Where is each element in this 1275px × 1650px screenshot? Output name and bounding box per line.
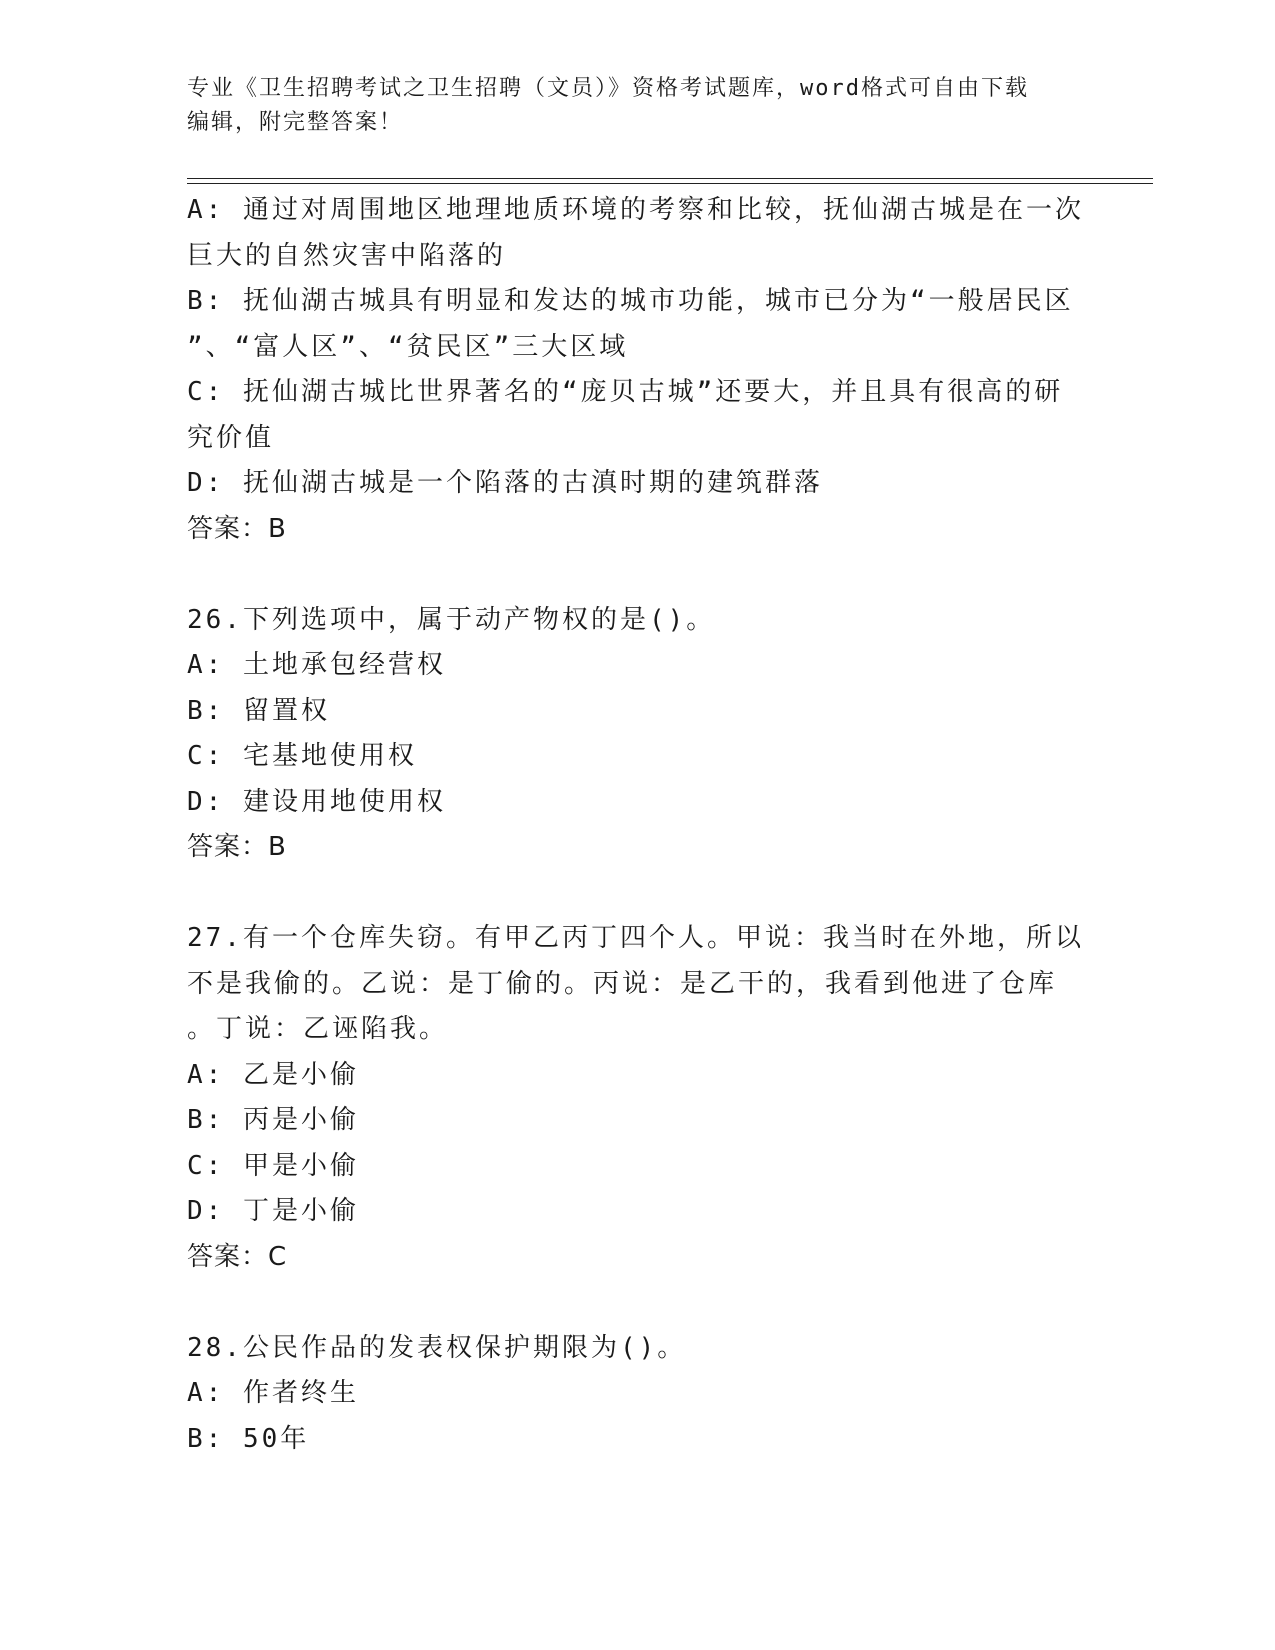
option-c-continued: 究价值	[187, 422, 275, 453]
question-27	[187, 916, 1087, 1280]
answer-line: 答案：B	[187, 832, 287, 862]
question-stem: 26.下列选项中，属于动产物权的是()。	[187, 604, 716, 635]
question-28	[187, 1326, 1087, 1463]
option-c: C: 宅基地使用权	[187, 741, 417, 771]
option-a: A: 作者终生	[187, 1378, 359, 1408]
option-b: B: 50年	[187, 1423, 310, 1454]
option-d: D: 抚仙湖古城是一个陷落的古滇时期的建筑群落	[187, 468, 823, 498]
option-a: A: 乙是小偷	[187, 1059, 359, 1090]
header-divider-bottom	[187, 183, 1153, 184]
document-header	[187, 72, 1067, 140]
question-stem-continued: 。丁说：乙诬陷我。	[187, 1014, 449, 1044]
option-a-continued: 巨大的自然灾害中陷落的	[187, 240, 507, 271]
option-a: A: 通过对周围地区地理地质环境的考察和比较，抚仙湖古城是在一次	[187, 195, 1084, 225]
question-stem: 28.公民作品的发表权保护期限为()。	[187, 1332, 687, 1363]
header-line-2: 编辑，附完整答案！	[187, 110, 404, 135]
option-b: B: 留置权	[187, 695, 330, 726]
question-list	[187, 188, 1087, 1462]
question-spacer	[187, 552, 1087, 598]
header-line-1: 专业《卫生招聘考试之卫生招聘（文员）》资格考试题库，word格式可自由下载	[187, 76, 1029, 101]
option-d: D: 建设用地使用权	[187, 786, 446, 817]
option-b-continued: ”、“富人区”、“贫民区”三大区域	[187, 331, 629, 362]
question-25-tail	[187, 188, 1087, 552]
option-c: C: 抚仙湖古城比世界著名的“庞贝古城”还要大，并且具有很高的研	[187, 377, 1064, 407]
question-stem-continued: 不是我偷的。乙说：是丁偷的。丙说：是乙干的，我看到他进了仓库	[187, 968, 1058, 999]
option-d: D: 丁是小偷	[187, 1196, 359, 1226]
answer-line: 答案：C	[187, 1241, 288, 1272]
question-26	[187, 598, 1087, 871]
question-spacer	[187, 1280, 1087, 1326]
answer-line: 答案：B	[187, 513, 287, 544]
header-divider-top	[187, 178, 1153, 179]
option-b: B: 丙是小偷	[187, 1105, 359, 1135]
option-b: B: 抚仙湖古城具有明显和发达的城市功能，城市已分为“一般居民区	[187, 286, 1074, 316]
option-c: C: 甲是小偷	[187, 1150, 359, 1181]
option-a: A: 土地承包经营权	[187, 650, 446, 680]
question-stem: 27.有一个仓库失窃。有甲乙丙丁四个人。甲说：我当时在外地，所以	[187, 923, 1084, 953]
question-spacer	[187, 871, 1087, 917]
